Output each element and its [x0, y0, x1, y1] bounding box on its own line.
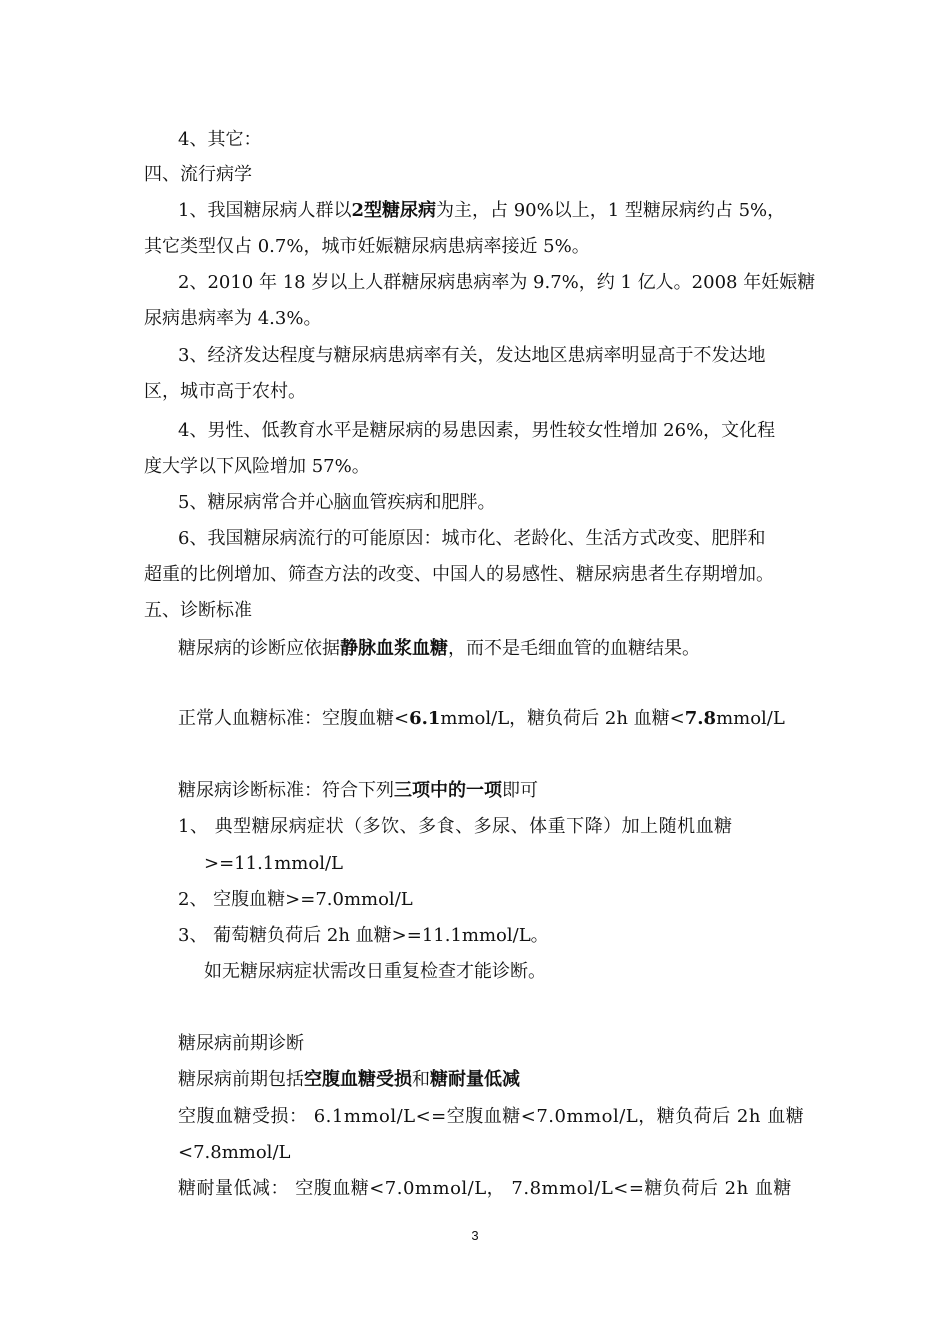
line-l4: [144, 234, 590, 260]
text-segment: 为主，占 90%以上，1 型糖尿病约占 5%，: [435, 200, 786, 221]
line-l21: [178, 923, 549, 949]
text-segment: >=11.1mmol/L: [204, 853, 343, 874]
line-l14: [144, 598, 252, 624]
line-l19: [204, 851, 343, 877]
text-segment: 区，城市高于农村。: [144, 381, 306, 402]
text-segment: 4、其它：: [178, 129, 262, 150]
line-l13: [144, 562, 774, 588]
line-l2: [144, 162, 252, 188]
text-segment: 即可: [502, 780, 538, 801]
text-segment: mmol/L: [716, 708, 785, 729]
text-segment: 糖耐量低减： 空腹血糖<7.0mmol/L， 7.8mmol/L<=糖负荷后 2h 血糖: [178, 1178, 792, 1199]
line-l18: [178, 814, 733, 840]
text-segment: 正常人血糖标准：空腹血糖<: [178, 708, 410, 729]
text-segment: 4、男性、低教育水平是糖尿病的易患因素，男性较女性增加 26%，文化程: [178, 420, 776, 441]
text-segment: 空腹血糖受损： 6.1mmol/L<=空腹血糖<7.0mmol/L，糖负荷后 2h 血糖: [178, 1106, 805, 1127]
page-number: 3: [471, 1228, 479, 1243]
line-l3: [178, 198, 785, 224]
text-segment: 5、糖尿病常合并心脑血管疾病和肥胖。: [178, 492, 496, 513]
text-segment: 五、诊断标准: [144, 600, 252, 621]
bold-text-segment: 糖耐量低减: [430, 1069, 520, 1090]
line-l17: [178, 778, 538, 804]
line-l22: [204, 959, 546, 985]
text-segment: mmol/L，糖负荷后 2h 血糖<: [440, 708, 685, 729]
text-segment: 和: [412, 1069, 430, 1090]
text-segment: 其它类型仅占 0.7%，城市妊娠糖尿病患病率接近 5%。: [144, 236, 590, 257]
line-l25: [178, 1104, 804, 1130]
line-l23: [178, 1031, 304, 1057]
bold-text-segment: 2型糖尿病: [351, 200, 436, 221]
text-segment: 2、2010 年 18 岁以上人群糖尿病患病率为 9.7%，约 1 亿人。2008 年妊娠糖: [178, 272, 816, 293]
line-l16: [178, 706, 785, 732]
text-segment: 糖尿病诊断标准：符合下列: [178, 780, 394, 801]
line-l26: [178, 1140, 290, 1166]
bold-text-segment: 7.8: [684, 708, 717, 729]
text-segment: 糖尿病前期包括: [178, 1069, 304, 1090]
line-l6: [144, 306, 321, 332]
line-l7: [178, 343, 765, 369]
line-l5: [178, 270, 815, 296]
bold-text-segment: 6.1: [409, 708, 441, 729]
text-segment: <7.8mmol/L: [178, 1142, 291, 1163]
bold-text-segment: 三项中的一项: [394, 780, 502, 801]
line-l9: [178, 418, 775, 444]
text-segment: 如无糖尿病症状需改日重复检查才能诊断。: [204, 961, 546, 982]
line-l24: [178, 1067, 520, 1093]
text-segment: 3、 葡萄糖负荷后 2h 血糖>=11.1mmol/L。: [178, 925, 549, 946]
line-l12: [178, 526, 765, 552]
line-l15: [178, 636, 700, 662]
text-segment: 糖尿病的诊断应依据: [178, 638, 340, 659]
text-segment: 2、 空腹血糖>=7.0mmol/L: [178, 889, 413, 910]
bold-text-segment: 静脉血浆血糖: [340, 638, 448, 659]
text-segment: 超重的比例增加、筛查方法的改变、中国人的易感性、糖尿病患者生存期增加。: [144, 564, 774, 585]
line-l11: [178, 490, 495, 516]
text-segment: ，而不是毛细血管的血糖结果。: [448, 638, 700, 659]
line-l8: [144, 379, 306, 405]
line-l20: [178, 887, 413, 913]
text-segment: 尿病患病率为 4.3%。: [144, 308, 322, 329]
line-l27: [178, 1176, 792, 1202]
line-l1: [178, 127, 261, 153]
text-segment: 6、我国糖尿病流行的可能原因：城市化、老龄化、生活方式改变、肥胖和: [178, 528, 766, 549]
bold-text-segment: 空腹血糖受损: [304, 1069, 412, 1090]
line-l10: [144, 454, 370, 480]
text-segment: 3、经济发达程度与糖尿病患病率有关，发达地区患病率明显高于不发达地: [178, 345, 766, 366]
text-segment: 四、流行病学: [144, 164, 252, 185]
text-segment: 度大学以下风险增加 57%。: [144, 456, 370, 477]
text-segment: 1、 典型糖尿病症状（多饮、多食、多尿、体重下降）加上随机血糖: [178, 816, 733, 837]
text-segment: 1、我国糖尿病人群以: [178, 200, 352, 221]
text-segment: 糖尿病前期诊断: [178, 1033, 304, 1054]
